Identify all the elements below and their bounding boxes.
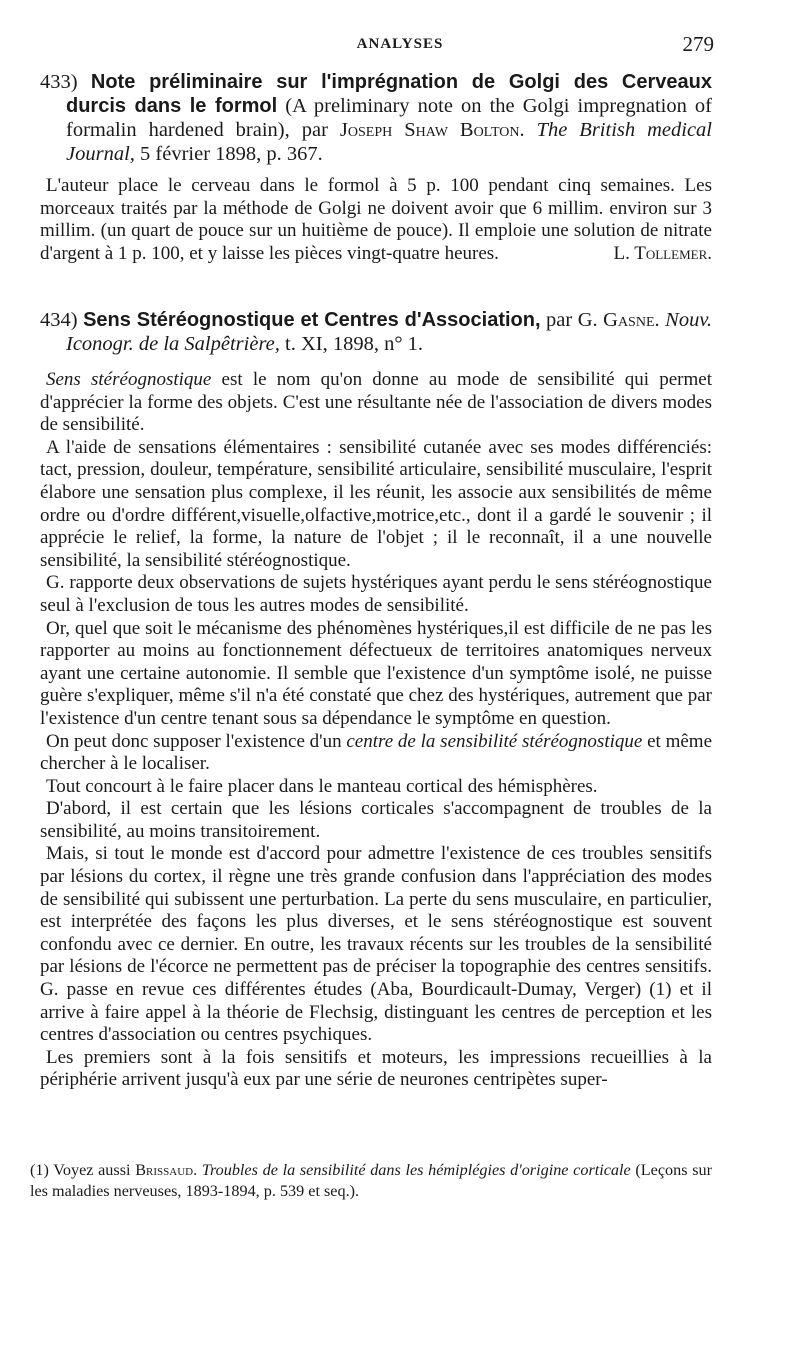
article-433-paragraph <box>40 175 712 265</box>
article-434-paragraph-1 <box>40 369 712 437</box>
article-434-body <box>40 369 712 1092</box>
article-434-paragraph-1-text: est le nom qu'on donne au mode de sensibilité qui permet d'apprécier la forme des objets. C'est une résultante née de l'association de divers modes de sensibilité. <box>40 369 713 436</box>
article-434-term: Sens stéréognostique <box>46 369 212 390</box>
article-434-paragraph-5-end: et même chercher à le localiser. <box>40 730 713 775</box>
article-434-paragraph-5-italic: centre de la sensibilité stéréognostique <box>346 730 643 752</box>
article-434-paragraph-8: Mais, si tout le monde est d'accord pour admettre l'existence de ces troubles sensitifs par lésions du cortex, il règne une très grande confusion dans l'appréciation des modes de sensibilité qui subissent une perturbation. La perte du sens musculaire, en particulier, est interprétée des façons les plus diverses, et le sens stéréognostique est souvent confondu avec ce dernier. En outre, les travaux récents sur les troubles de la sensibilité par lésions de l'écorce ne permettent pas de préciser la topographie des centres sensitifs. G. passe en revue ces différentes études (Aba, Bourdicault-Dumay, Verger) (1) et il arrive à faire appel à la théorie de Flechsig, distinguant les centres de perception et les centres d'association ou centres psychiques. <box>40 843 712 1046</box>
article-433-number: 433) <box>40 71 78 93</box>
footnote-marker: (1) Voyez aussi <box>30 1161 131 1179</box>
article-433-paragraph-text: L'auteur place le cerveau dans le formol à 5 p. 100 pendant cinq semaines. Les morceaux traités par la méthode de Golgi ne doivent avoir que 6 millim. environ sur 3 millim. (un quart de pouce sur un huitième de pouce). Il emploie une solution de nitrate d'argent à 1 p. 100, et y laisse les pièces vingt-quatre heures. <box>40 175 712 264</box>
article-433-date: 5 février 1898, p. 367. <box>140 143 323 165</box>
article-433-title: Note préliminaire sur l'imprégnation de Golgi des Cerveaux durcis dans le formol <box>66 71 712 117</box>
running-title: ANALYSES <box>356 36 444 52</box>
article-433 <box>40 70 712 265</box>
article-434-paragraph-5 <box>40 731 712 776</box>
article-434-paragraph-2: A l'aide de sensations élémentaires : sensibilité cutanée avec ses modes différenciés: tact, pression, douleur, température, sensibilité articulaire, sensibilité musculaire, l'esprit élabore une sensation plus complexe, il les réunit, les associe aux sensibilités de même ordre ou d'ordre différent,visuelle,olfactive,motrice,etc., dont il a gardé le souvenir ; il apprécie le relief, la forme, la nature de l'objet ; il le reconnaît, il a une nouvelle sensibilité, la sensibilité stéréognostique. <box>40 436 712 571</box>
footnote-author: Brissaud. <box>135 1161 198 1179</box>
article-434-paragraph-6: Tout concourt à le faire placer dans le manteau cortical des hémisphères. <box>46 775 598 797</box>
article-434-heading <box>40 308 712 356</box>
footnote <box>30 1160 712 1202</box>
footnote-rest: (Leçons sur les maladies nerveuses, 1893-1894, p. 539 et seq.). <box>30 1161 713 1200</box>
article-434-paragraph-5-start: On peut donc supposer l'existence d'un <box>46 730 342 752</box>
article-433-subtitle: (A preliminary note on the Golgi impregnation of formalin hardened brain), par <box>66 95 713 141</box>
article-433-body <box>40 175 712 265</box>
footnote-title: Troubles de la sensibilité dans les hémiplégies d'origine corticale <box>201 1161 631 1179</box>
article-434-author: Gasne. <box>603 309 660 331</box>
article-434-paragraph-9: Les premiers sont à la fois sensitifs et moteurs, les impressions recueillies à la périphérie arrivent jusqu'à eux par une série de neurones centripètes super- <box>40 1046 712 1091</box>
article-433-author: Joseph Shaw Bolton. <box>339 119 525 141</box>
article-434-author-prefix: par G. <box>546 309 598 331</box>
page-number: 279 <box>682 32 714 56</box>
article-433-signature: L. Tollemer. <box>613 242 712 264</box>
article-434-journal: Nouv. Iconogr. de la Salpêtrière, <box>66 309 713 355</box>
article-434-title: Sens Stéréognostique et Centres d'Association, <box>83 309 541 331</box>
article-433-heading <box>40 70 712 166</box>
article-433-journal: The British medical Journal, <box>66 119 712 165</box>
article-434-volume: t. XI, 1898, n° 1. <box>285 333 424 355</box>
article-434 <box>40 308 712 1092</box>
article-434-paragraph-4: Or, quel que soit le mécanisme des phénomènes hystériques,il est difficile de ne pas les rapporter au moins au fonctionnement défectueux de territoires anatomiques nerveux ayant une certaine autonomie. Il semble que l'existence d'un symptôme isolé, ne puisse guère s'expliquer, même s'il n'a été constaté que chez des hystériques, autrement que par l'existence d'un centre tenant sous sa dépendance le symptôme en question. <box>40 617 712 729</box>
article-434-paragraph-7: D'abord, il est certain que les lésions corticales s'accompagnent de troubles de la sensibilité, au moins transitoirement. <box>40 798 712 842</box>
article-434-paragraph-3: G. rapporte deux observations de sujets hystériques ayant perdu le sens stéréognostique seul à l'exclusion de tous les autres modes de sensibilité. <box>40 572 712 616</box>
article-434-number: 434) <box>40 309 78 331</box>
